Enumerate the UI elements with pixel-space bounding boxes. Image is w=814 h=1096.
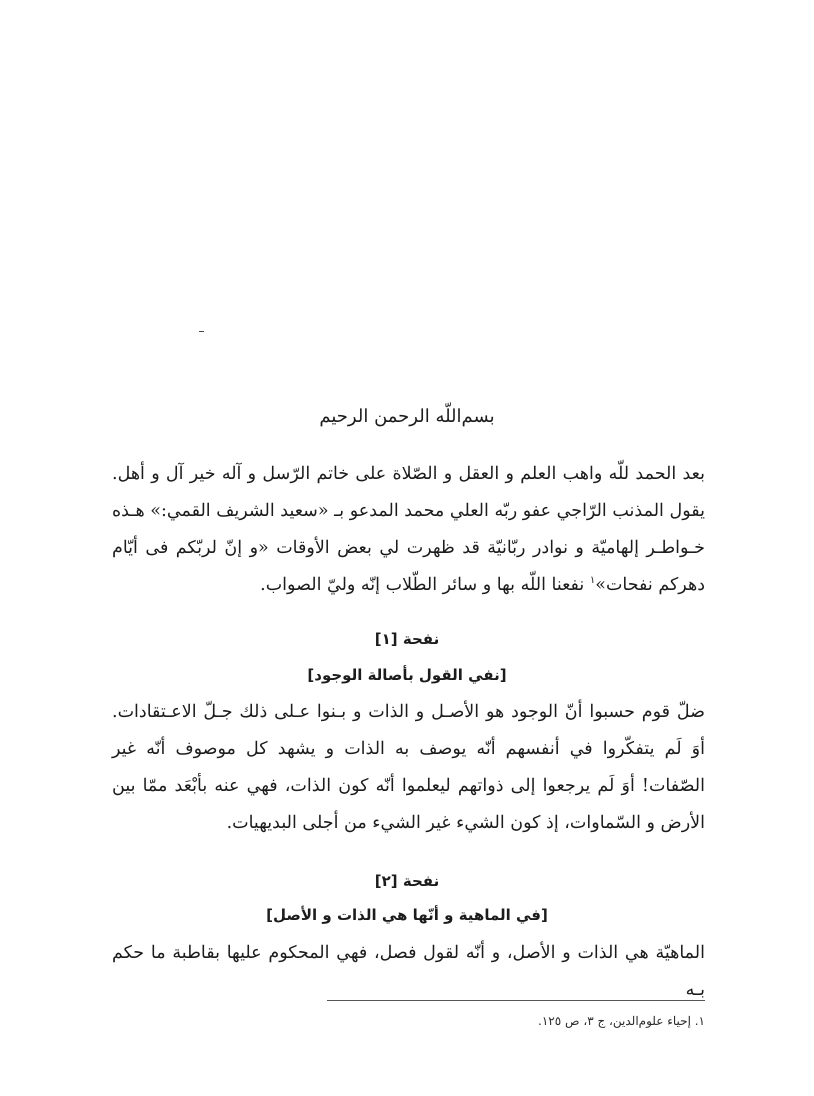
section-1-subtitle: [نفي القول بأصالة الوجود] xyxy=(307,666,507,684)
intro-closing: نفعنا اللّه بها و سائر الطّلاب إنّه وليّ الصواب. xyxy=(260,575,585,595)
section-1-title: نفحة [١] xyxy=(374,630,440,648)
intro-paragraph xyxy=(112,456,705,604)
footnote-reference[interactable]: ١ xyxy=(589,575,596,587)
footnote: ١. إحياء علوم‌الدين، ج ٣، ص ١٢٥. xyxy=(538,1014,705,1028)
section-2-subtitle: [في الماهية و أنّها هي الذات و الأصل] xyxy=(266,906,548,924)
stray-mark xyxy=(199,331,204,332)
footnote-divider xyxy=(327,1000,705,1001)
section-1-body: ضلّ قوم حسبوا أنّ الوجود هو الأصـل و الذات و بـنوا عـلى ذلك جـلّ الاعـتقادات. أوَ لَم يتفكّروا في أنفسهم أنّه يوصف به الذات و يشهد كل موصوف أنّه غير الصّفات! أوَ لَم يرجعوا إلى ذواتهم ليعلموا أنّه كون الذات، فهي عنه بأبْعَد ممّا بين الأرض و السّماوات، إذ كون الشيء غير الشيء من أجلى البديهيات. xyxy=(112,702,705,833)
section-2-title: نفحة [٢] xyxy=(374,872,440,890)
basmala: بسم‌اللّه الرحمن الرحيم xyxy=(319,406,495,427)
intro-text: بعد الحمد للّه واهب العلم و العقل و الصّلاة على خاتم الرّسل و آله خير آل و أهل. يقول المذنب الرّاجي عفو ربّه العلي محمد المدعو بـ «سعيد الشريف القمي:» هـذه خـواطـر إلهاميّة و نوادر ربّانيّة قد ظهرت لي بعض الأوقات «و إنّ لربّكم فى أيّام دهركم نفحات» xyxy=(112,464,705,595)
section-2-body: الماهيّة هي الذات و الأصل، و أنّه لقول فصل، فهي المحكوم عليها بقاطبة ما حكم بـه xyxy=(112,943,705,1000)
